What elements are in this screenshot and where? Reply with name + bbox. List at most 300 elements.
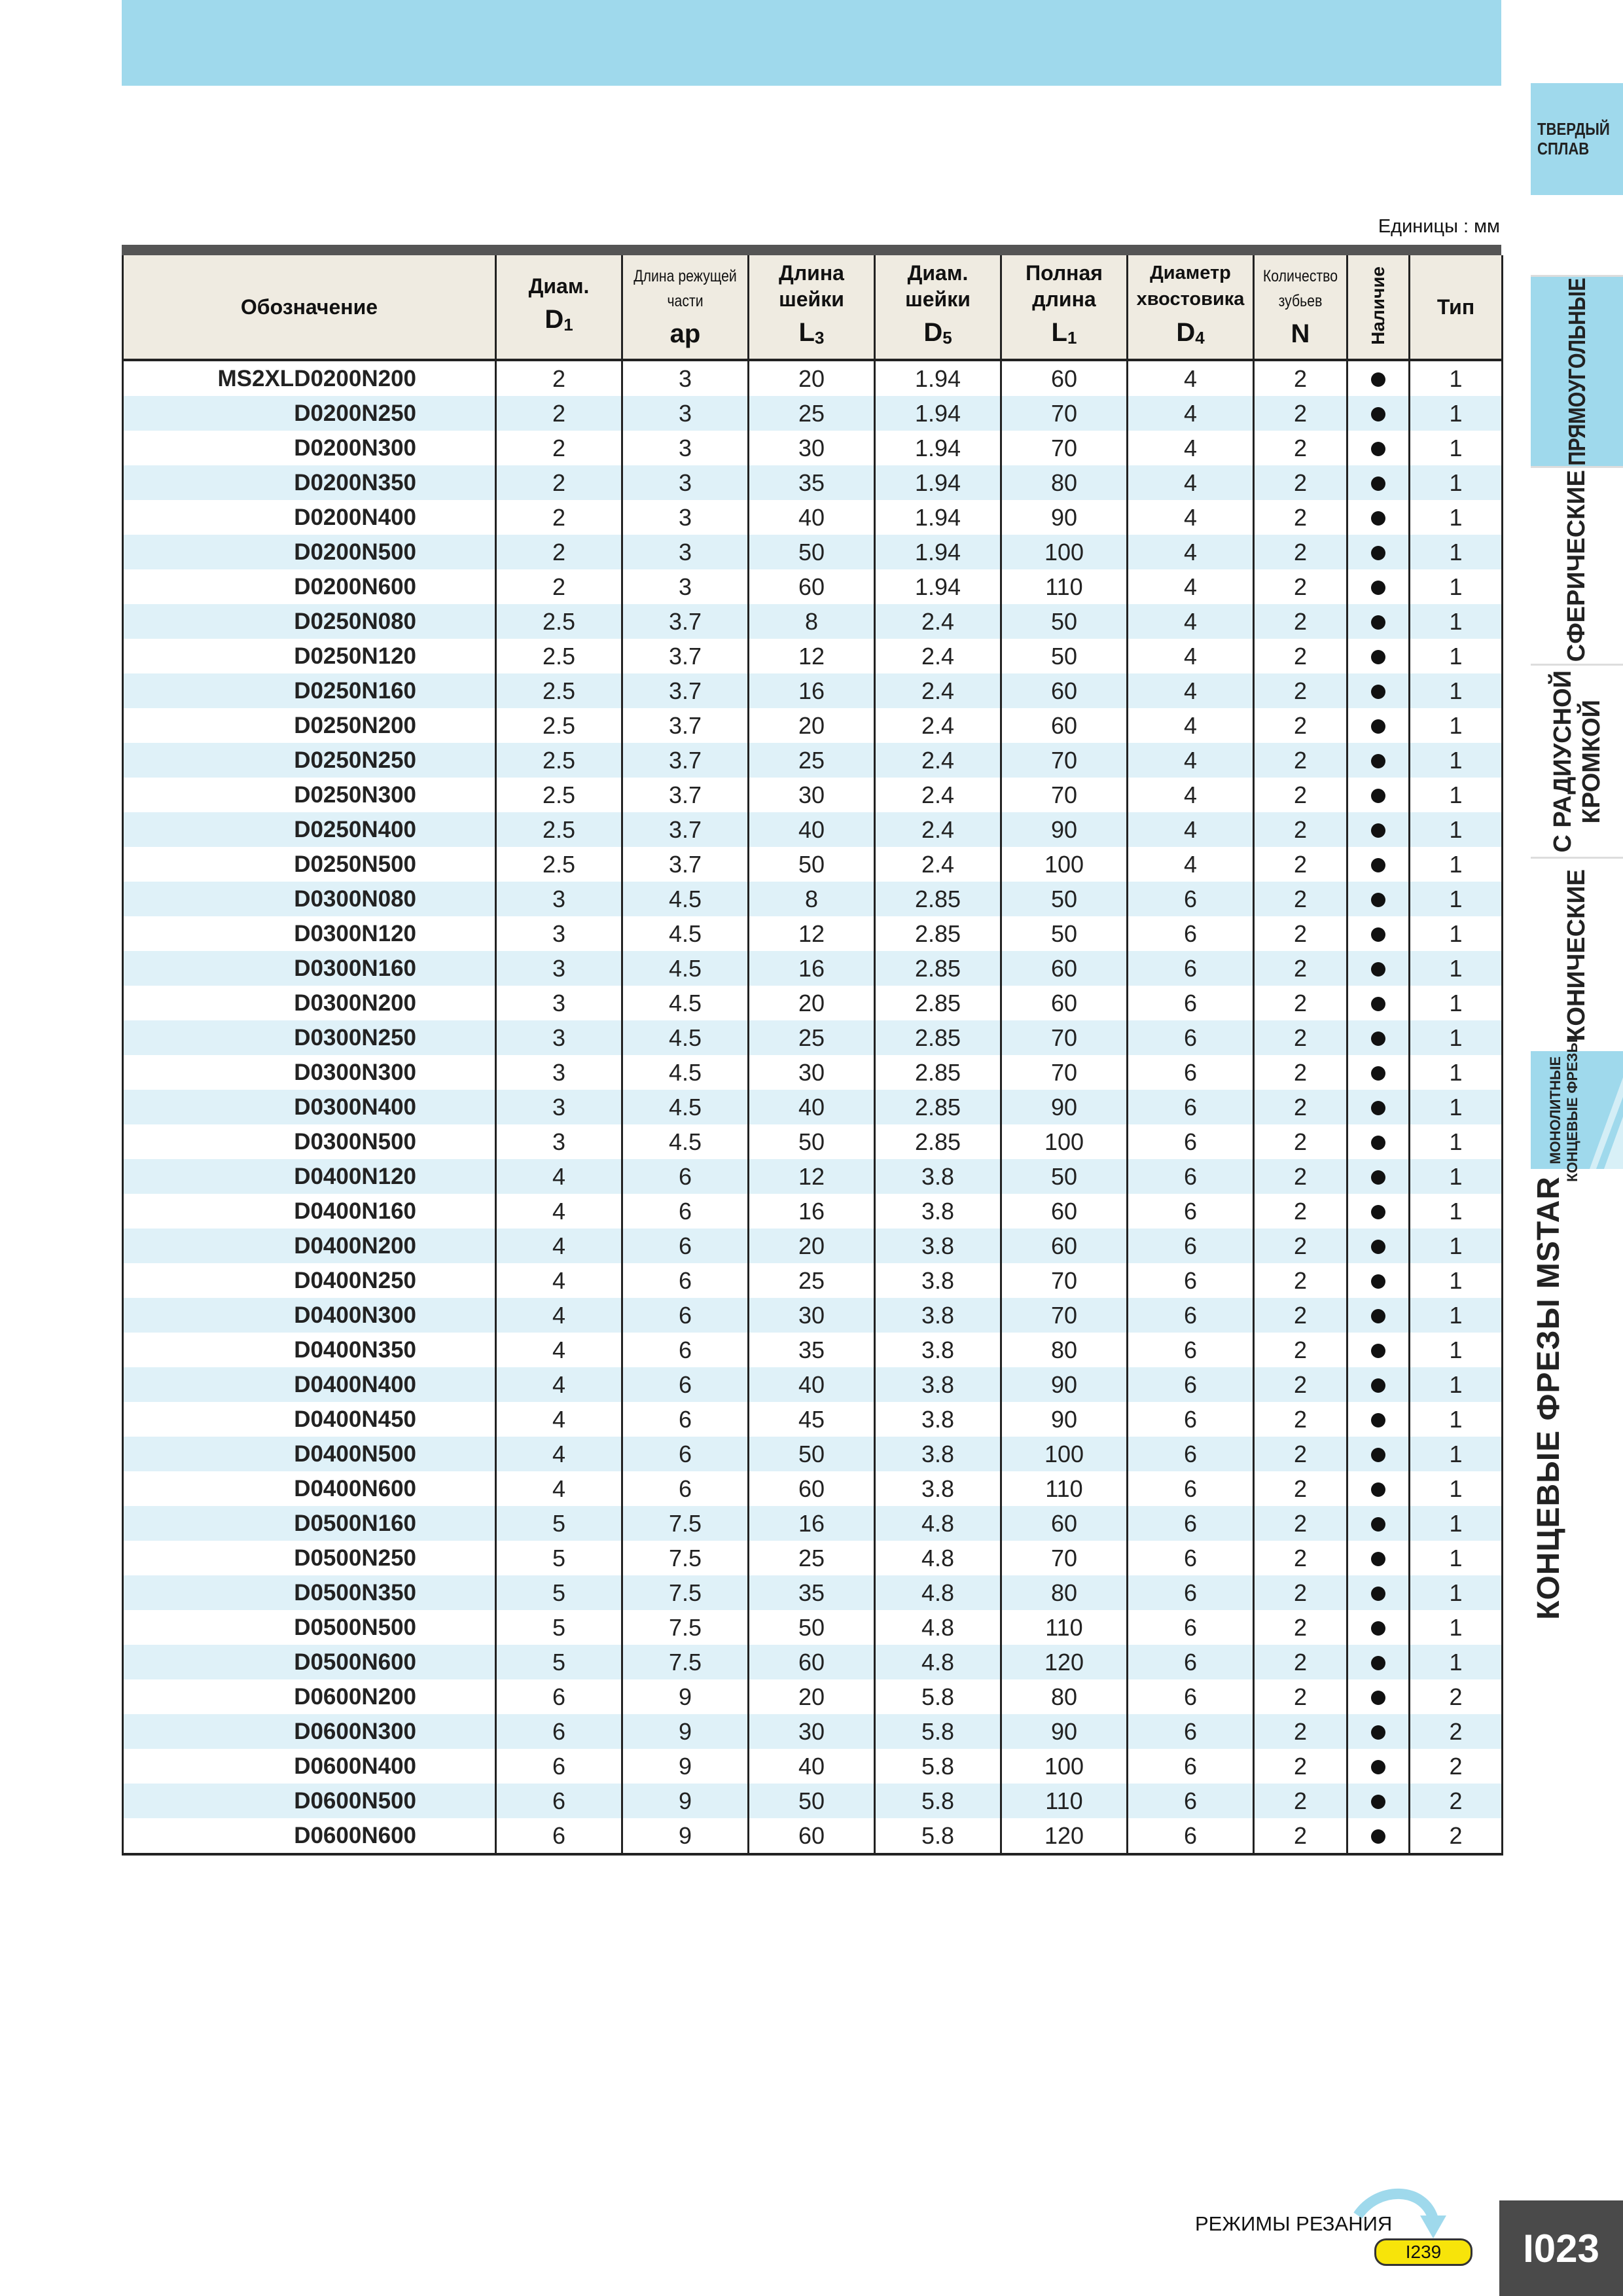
cell-d4: 6 [1128, 1610, 1254, 1645]
cell-type: 1 [1410, 1541, 1503, 1575]
cell-d4: 4 [1128, 431, 1254, 465]
cell-avail [1347, 604, 1410, 639]
cell-type: 1 [1410, 500, 1503, 535]
cell-l1: 110 [1001, 1784, 1128, 1818]
cell-type: 1 [1410, 1124, 1503, 1159]
cell-name: D0400N600 [123, 1471, 496, 1506]
cell-d4: 6 [1128, 1714, 1254, 1749]
cell-d4: 4 [1128, 778, 1254, 812]
cell-l1: 60 [1001, 951, 1128, 986]
cell-n: 2 [1254, 916, 1347, 951]
cell-d4: 6 [1128, 1471, 1254, 1506]
table-row [123, 1541, 1503, 1575]
table-row [123, 1367, 1503, 1402]
cell-l3: 30 [749, 778, 875, 812]
spec-table [122, 255, 1503, 1856]
cell-n: 2 [1254, 951, 1347, 986]
in-stock-dot-icon [1371, 476, 1385, 491]
table-row [123, 1402, 1503, 1437]
cell-d5: 5.8 [875, 1818, 1001, 1854]
cell-ap: 7.5 [622, 1506, 749, 1541]
cell-n: 2 [1254, 986, 1347, 1020]
tab-monolithic-label-2: КОНЦЕВЫЕ ФРЕЗЫ [1563, 1038, 1580, 1182]
cell-l3: 30 [749, 1298, 875, 1333]
in-stock-dot-icon [1371, 1795, 1385, 1809]
cell-avail [1347, 1679, 1410, 1714]
cell-l1: 70 [1001, 1263, 1128, 1298]
in-stock-dot-icon [1371, 719, 1385, 734]
cell-d5: 4.8 [875, 1575, 1001, 1610]
table-row [123, 1437, 1503, 1471]
in-stock-dot-icon [1371, 1066, 1385, 1081]
section-title-vertical [1531, 1169, 1623, 1627]
cell-type: 2 [1410, 1679, 1503, 1714]
cell-d1: 4 [496, 1298, 622, 1333]
table-row [123, 882, 1503, 916]
cell-type: 2 [1410, 1749, 1503, 1784]
cell-avail [1347, 812, 1410, 847]
cell-l1: 100 [1001, 1749, 1128, 1784]
col-header-l1: Полная длина $L_1$ [1001, 255, 1128, 360]
cell-n: 2 [1254, 1124, 1347, 1159]
cell-d5: 2.4 [875, 743, 1001, 778]
table-row [123, 1055, 1503, 1090]
cell-name: D0250N160 [123, 673, 496, 708]
cell-ap: 4.5 [622, 986, 749, 1020]
cell-avail [1347, 882, 1410, 916]
cell-l3: 25 [749, 1263, 875, 1298]
cell-type: 1 [1410, 1229, 1503, 1263]
cell-n: 2 [1254, 431, 1347, 465]
cell-name: D0400N250 [123, 1263, 496, 1298]
cell-name: D0600N200 [123, 1679, 496, 1714]
cell-n: 2 [1254, 1229, 1347, 1263]
cell-n: 2 [1254, 1471, 1347, 1506]
cell-ap: 4.5 [622, 916, 749, 951]
table-row [123, 1298, 1503, 1333]
cell-ap: 4.5 [622, 1124, 749, 1159]
cell-type: 1 [1410, 847, 1503, 882]
cell-type: 1 [1410, 1159, 1503, 1194]
cell-avail [1347, 1575, 1410, 1610]
table-row [123, 1333, 1503, 1367]
cell-ap: 6 [622, 1333, 749, 1367]
cell-l1: 70 [1001, 778, 1128, 812]
cell-l3: 35 [749, 1575, 875, 1610]
table-row [123, 708, 1503, 743]
cell-d4: 6 [1128, 1541, 1254, 1575]
top-banner [122, 0, 1501, 86]
table-row [123, 604, 1503, 639]
section-title-label: КОНЦЕВЫЕ ФРЕЗЫ MSTAR [1531, 1176, 1566, 1620]
cell-type: 1 [1410, 1055, 1503, 1090]
cell-d1: 4 [496, 1229, 622, 1263]
cell-l3: 16 [749, 1506, 875, 1541]
cell-ap: 6 [622, 1229, 749, 1263]
tab-radius-edge[interactable] [1531, 664, 1623, 857]
cell-ap: 3 [622, 535, 749, 569]
cell-name: D0400N300 [123, 1298, 496, 1333]
table-row [123, 1506, 1503, 1541]
cell-d5: 2.4 [875, 812, 1001, 847]
cell-l3: 25 [749, 743, 875, 778]
cell-d1: 2 [496, 360, 622, 396]
cell-ap: 7.5 [622, 1645, 749, 1679]
cell-type: 2 [1410, 1818, 1503, 1854]
cell-d5: 2.4 [875, 639, 1001, 673]
in-stock-dot-icon [1371, 581, 1385, 595]
cell-name: D0500N160 [123, 1506, 496, 1541]
cell-type: 2 [1410, 1714, 1503, 1749]
cell-avail [1347, 1749, 1410, 1784]
cell-n: 2 [1254, 1610, 1347, 1645]
cell-name: D0250N200 [123, 708, 496, 743]
cell-d5: 2.85 [875, 1020, 1001, 1055]
cell-d4: 4 [1128, 465, 1254, 500]
page-reference-badge[interactable]: I239 [1374, 2238, 1472, 2266]
cell-l1: 90 [1001, 812, 1128, 847]
cell-d1: 2.5 [496, 847, 622, 882]
cell-l1: 70 [1001, 1298, 1128, 1333]
table-row [123, 1818, 1503, 1854]
cell-type: 1 [1410, 778, 1503, 812]
cell-l3: 40 [749, 812, 875, 847]
cell-l3: 50 [749, 535, 875, 569]
cell-l1: 80 [1001, 1333, 1128, 1367]
cell-l1: 70 [1001, 431, 1128, 465]
cell-d4: 4 [1128, 639, 1254, 673]
cell-l3: 60 [749, 1645, 875, 1679]
cell-avail [1347, 778, 1410, 812]
cell-l3: 20 [749, 1229, 875, 1263]
cell-name: D0400N200 [123, 1229, 496, 1263]
table-row [123, 812, 1503, 847]
cell-l3: 45 [749, 1402, 875, 1437]
cell-l1: 120 [1001, 1818, 1128, 1854]
cell-d4: 6 [1128, 1437, 1254, 1471]
in-stock-dot-icon [1371, 546, 1385, 560]
cell-type: 1 [1410, 1020, 1503, 1055]
tab-conical-label: КОНИЧЕСКИЕ [1563, 869, 1590, 1041]
in-stock-dot-icon [1371, 1829, 1385, 1844]
col-header-l3: Длина шейки $L_3$ [749, 255, 875, 360]
table-row [123, 847, 1503, 882]
cell-avail [1347, 986, 1410, 1020]
in-stock-dot-icon [1371, 1760, 1385, 1774]
cell-n: 2 [1254, 1090, 1347, 1124]
cell-name: D0600N500 [123, 1784, 496, 1818]
cell-d4: 6 [1128, 1575, 1254, 1610]
cell-d5: 5.8 [875, 1714, 1001, 1749]
cell-n: 2 [1254, 604, 1347, 639]
cell-l3: 50 [749, 1437, 875, 1471]
cell-d5: 3.8 [875, 1471, 1001, 1506]
cell-d1: 2 [496, 465, 622, 500]
cell-type: 2 [1410, 1784, 1503, 1818]
cell-l3: 40 [749, 500, 875, 535]
cell-n: 2 [1254, 1784, 1347, 1818]
cell-n: 2 [1254, 1541, 1347, 1575]
cell-ap: 9 [622, 1679, 749, 1714]
cell-n: 2 [1254, 1714, 1347, 1749]
cell-name: D0200N400 [123, 500, 496, 535]
cell-ap: 3 [622, 396, 749, 431]
cell-d5: 3.8 [875, 1298, 1001, 1333]
in-stock-dot-icon [1371, 1170, 1385, 1185]
cell-d4: 4 [1128, 604, 1254, 639]
cell-d4: 6 [1128, 1645, 1254, 1679]
cell-l1: 50 [1001, 604, 1128, 639]
cell-name: D0500N250 [123, 1541, 496, 1575]
tab-spherical[interactable] [1531, 466, 1623, 664]
cell-ap: 3 [622, 360, 749, 396]
cell-ap: 6 [622, 1471, 749, 1506]
cell-d5: 5.8 [875, 1749, 1001, 1784]
cell-l3: 30 [749, 1055, 875, 1090]
cell-d5: 5.8 [875, 1679, 1001, 1714]
tab-hard-alloy[interactable] [1531, 83, 1623, 195]
cell-n: 2 [1254, 882, 1347, 916]
cell-d4: 4 [1128, 569, 1254, 604]
cell-d4: 6 [1128, 1124, 1254, 1159]
in-stock-dot-icon [1371, 442, 1385, 456]
cell-d5: 1.94 [875, 500, 1001, 535]
cell-name: D0200N300 [123, 431, 496, 465]
cell-l3: 20 [749, 1679, 875, 1714]
cell-d1: 4 [496, 1333, 622, 1367]
cell-type: 1 [1410, 1194, 1503, 1229]
cell-d1: 2 [496, 535, 622, 569]
in-stock-dot-icon [1371, 372, 1385, 387]
cell-avail [1347, 708, 1410, 743]
cell-ap: 7.5 [622, 1575, 749, 1610]
cell-d5: 3.8 [875, 1194, 1001, 1229]
cell-l1: 70 [1001, 1055, 1128, 1090]
table-row [123, 535, 1503, 569]
cell-type: 1 [1410, 1575, 1503, 1610]
cell-d1: 3 [496, 882, 622, 916]
cell-d4: 6 [1128, 1229, 1254, 1263]
cell-ap: 6 [622, 1402, 749, 1437]
cell-ap: 4.5 [622, 1090, 749, 1124]
cell-d5: 2.4 [875, 778, 1001, 812]
cell-d1: 5 [496, 1645, 622, 1679]
cell-type: 1 [1410, 916, 1503, 951]
cell-type: 1 [1410, 1298, 1503, 1333]
cell-type: 1 [1410, 431, 1503, 465]
cell-n: 2 [1254, 778, 1347, 812]
cell-type: 1 [1410, 673, 1503, 708]
cell-type: 1 [1410, 1645, 1503, 1679]
cell-name: D0500N350 [123, 1575, 496, 1610]
tab-rectangular-label: ПРЯМОУГОЛЬНЫЕ [1563, 278, 1590, 466]
cell-ap: 6 [622, 1194, 749, 1229]
in-stock-dot-icon [1371, 893, 1385, 907]
cell-l1: 70 [1001, 1541, 1128, 1575]
cell-type: 1 [1410, 1610, 1503, 1645]
cell-n: 2 [1254, 1298, 1347, 1333]
cell-ap: 9 [622, 1818, 749, 1854]
cell-l3: 30 [749, 1714, 875, 1749]
cell-l3: 30 [749, 431, 875, 465]
tab-monolithic[interactable] [1531, 1038, 1623, 1182]
cell-l1: 50 [1001, 882, 1128, 916]
cell-name: D0300N200 [123, 986, 496, 1020]
cell-l3: 25 [749, 1541, 875, 1575]
cell-l3: 16 [749, 951, 875, 986]
tab-rectangular[interactable] [1531, 275, 1623, 467]
cutting-modes-link[interactable]: РЕЖИМЫ РЕЗАНИЯ [1195, 2212, 1393, 2235]
cell-d1: 2.5 [496, 604, 622, 639]
cell-d1: 2.5 [496, 673, 622, 708]
cell-name: D0300N500 [123, 1124, 496, 1159]
cell-ap: 3 [622, 465, 749, 500]
cell-d4: 6 [1128, 1367, 1254, 1402]
tab-radius-label-2: КРОМКОЙ [1577, 699, 1605, 824]
in-stock-dot-icon [1371, 1691, 1385, 1705]
in-stock-dot-icon [1371, 927, 1385, 942]
cell-d1: 3 [496, 1020, 622, 1055]
cell-l3: 60 [749, 1471, 875, 1506]
cell-avail [1347, 1402, 1410, 1437]
cell-d4: 4 [1128, 743, 1254, 778]
cell-d5: 1.94 [875, 431, 1001, 465]
cell-ap: 6 [622, 1263, 749, 1298]
table-row [123, 1159, 1503, 1194]
cell-ap: 7.5 [622, 1610, 749, 1645]
cell-n: 2 [1254, 1749, 1347, 1784]
cell-type: 1 [1410, 604, 1503, 639]
cell-avail [1347, 1263, 1410, 1298]
cell-ap: 3.7 [622, 639, 749, 673]
cell-d4: 4 [1128, 500, 1254, 535]
cell-avail [1347, 396, 1410, 431]
cell-d1: 3 [496, 916, 622, 951]
units-label: Единицы : мм [1378, 216, 1500, 237]
cell-d4: 6 [1128, 1506, 1254, 1541]
cell-d4: 6 [1128, 1090, 1254, 1124]
cell-ap: 6 [622, 1437, 749, 1471]
cell-l3: 8 [749, 604, 875, 639]
cell-d5: 2.85 [875, 1090, 1001, 1124]
cell-n: 2 [1254, 708, 1347, 743]
cell-ap: 3.7 [622, 778, 749, 812]
cell-type: 1 [1410, 743, 1503, 778]
cell-type: 1 [1410, 1506, 1503, 1541]
table-row [123, 1784, 1503, 1818]
cell-name: D0200N500 [123, 535, 496, 569]
table-row [123, 778, 1503, 812]
cell-avail [1347, 360, 1410, 396]
in-stock-dot-icon [1371, 1309, 1385, 1323]
cell-ap: 4.5 [622, 882, 749, 916]
table-row [123, 500, 1503, 535]
cell-l3: 50 [749, 1124, 875, 1159]
tab-conical[interactable] [1531, 857, 1623, 1052]
cell-avail [1347, 465, 1410, 500]
cell-type: 1 [1410, 986, 1503, 1020]
cell-avail [1347, 916, 1410, 951]
cell-d5: 5.8 [875, 1784, 1001, 1818]
cell-l1: 70 [1001, 743, 1128, 778]
cell-n: 2 [1254, 1679, 1347, 1714]
cell-d1: 6 [496, 1714, 622, 1749]
cell-d1: 4 [496, 1437, 622, 1471]
cell-ap: 3.7 [622, 708, 749, 743]
cell-n: 2 [1254, 1367, 1347, 1402]
cell-d1: 3 [496, 986, 622, 1020]
table-row [123, 1263, 1503, 1298]
cell-l1: 60 [1001, 1506, 1128, 1541]
cell-l1: 90 [1001, 500, 1128, 535]
cell-l3: 60 [749, 1818, 875, 1854]
cell-avail [1347, 1333, 1410, 1367]
cell-l1: 110 [1001, 1471, 1128, 1506]
cell-d1: 4 [496, 1159, 622, 1194]
cell-d5: 4.8 [875, 1541, 1001, 1575]
cell-d4: 6 [1128, 1020, 1254, 1055]
cell-type: 1 [1410, 951, 1503, 986]
cell-type: 1 [1410, 1367, 1503, 1402]
cell-type: 1 [1410, 1090, 1503, 1124]
col-header-d1: Диам. $D_1$ [496, 255, 622, 360]
cell-l1: 60 [1001, 360, 1128, 396]
cell-d5: 3.8 [875, 1333, 1001, 1367]
cell-l3: 16 [749, 673, 875, 708]
cell-l3: 12 [749, 1159, 875, 1194]
cell-d4: 6 [1128, 1784, 1254, 1818]
cell-n: 2 [1254, 360, 1347, 396]
cell-type: 1 [1410, 396, 1503, 431]
cell-n: 2 [1254, 1506, 1347, 1541]
in-stock-dot-icon [1371, 1517, 1385, 1532]
cell-l3: 20 [749, 708, 875, 743]
cell-d5: 3.8 [875, 1367, 1001, 1402]
cell-l3: 12 [749, 639, 875, 673]
cell-l3: 50 [749, 847, 875, 882]
in-stock-dot-icon [1371, 997, 1385, 1011]
cell-d1: 4 [496, 1367, 622, 1402]
cell-d5: 3.8 [875, 1402, 1001, 1437]
cell-avail [1347, 1541, 1410, 1575]
cell-n: 2 [1254, 500, 1347, 535]
cell-d4: 6 [1128, 1055, 1254, 1090]
cell-name: D0250N500 [123, 847, 496, 882]
cell-l3: 50 [749, 1784, 875, 1818]
cell-n: 2 [1254, 1263, 1347, 1298]
cell-l1: 90 [1001, 1714, 1128, 1749]
cell-avail [1347, 1367, 1410, 1402]
cell-n: 2 [1254, 1333, 1347, 1367]
cell-d1: 3 [496, 1055, 622, 1090]
cell-d5: 3.8 [875, 1159, 1001, 1194]
table-row [123, 986, 1503, 1020]
cell-l1: 90 [1001, 1402, 1128, 1437]
in-stock-dot-icon [1371, 407, 1385, 422]
cell-d5: 2.4 [875, 604, 1001, 639]
cell-l1: 80 [1001, 465, 1128, 500]
cell-n: 2 [1254, 1402, 1347, 1437]
table-row [123, 1471, 1503, 1506]
cell-d4: 6 [1128, 986, 1254, 1020]
cell-d4: 6 [1128, 1298, 1254, 1333]
cell-avail [1347, 1194, 1410, 1229]
cell-l3: 20 [749, 360, 875, 396]
cell-n: 2 [1254, 1194, 1347, 1229]
cell-name: D0250N080 [123, 604, 496, 639]
cell-l1: 70 [1001, 1020, 1128, 1055]
in-stock-dot-icon [1371, 1413, 1385, 1427]
